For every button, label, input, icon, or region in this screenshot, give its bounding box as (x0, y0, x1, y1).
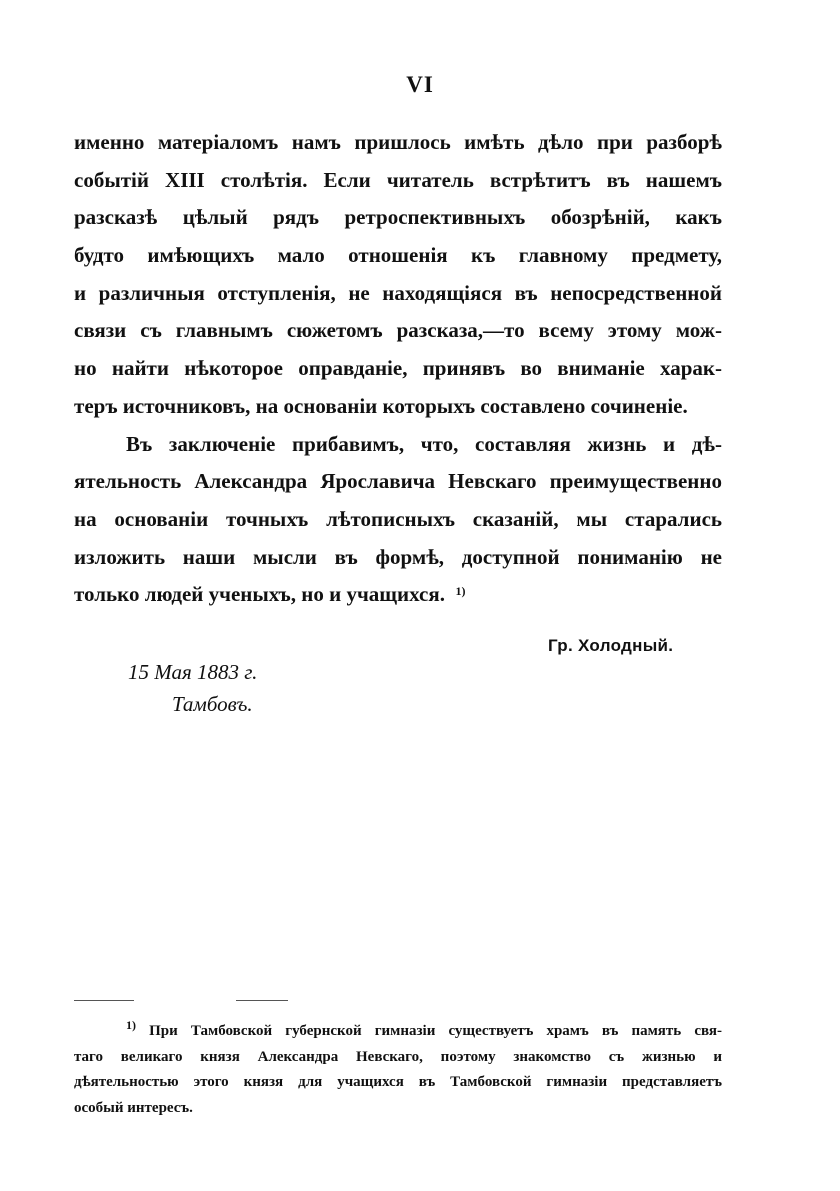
place-line: Тамбовъ. (172, 692, 253, 716)
footnote (74, 1019, 722, 1121)
footnote-line-text: При Тамбовской губернской гимназіи существуетъ храмъ въ память свя- (149, 1023, 722, 1039)
body-line: разсказѣ цѣлый рядъ ретроспективныхъ обозрѣній, какъ (74, 205, 722, 230)
body-line: на основаніи точныхъ лѣтописныхъ сказаній, мы старались (74, 506, 722, 531)
footnote-line: таго великаго князя Александра Невскаго, поэтому знакомство съ жизнью и (74, 1048, 722, 1065)
author-signature: Гр. Холодный. (548, 636, 674, 655)
footnote-divider (74, 1000, 294, 1002)
page-number: VI (406, 72, 434, 97)
body-line-final (74, 576, 722, 614)
footnote-line: дѣятельностью этого князя для учащихся въ Тамбовской гимназіи представляетъ (74, 1074, 722, 1090)
body-line: ятельность Александра Ярославича Невскаго преимущественно (74, 469, 722, 494)
footnote-reference: 1) (455, 584, 466, 599)
divider-segment (74, 1000, 134, 1001)
body-line: изложить наши мысли въ формѣ, доступной пониманію не (74, 544, 722, 569)
footnote-marker: 1) (126, 1018, 136, 1032)
body-line: но найти нѣкоторое оправданіе, принявъ во вниманіе харак- (74, 356, 722, 381)
body-line-text: только людей ученыхъ, но и учащихся. (74, 582, 445, 607)
footnote-line: особый интересъ. (74, 1099, 193, 1116)
body-line: связи съ главнымъ сюжетомъ разсказа,—то всему этому мож- (74, 318, 722, 343)
body-line: и различныя отступленія, не находящіяся въ непосредственной (74, 280, 722, 305)
divider-segment (236, 1000, 288, 1001)
body-line: теръ источниковъ, на основаніи которыхъ составлено сочиненіе. (74, 393, 688, 418)
body-line: будто имѣющихъ мало отношенія къ главному предмету, (74, 243, 722, 268)
footnote-line (74, 1019, 722, 1045)
body-line: именно матеріаломъ намъ пришлось имѣть дѣло при разборѣ (74, 130, 722, 154)
body-line: Въ заключеніе прибавимъ, что, составляя жизнь и дѣ- (126, 431, 722, 456)
body-line: событій XIII столѣтія. Если читатель встрѣтитъ въ нашемъ (74, 167, 722, 192)
date-line: 15 Мая 1883 г. (128, 660, 258, 684)
body-text (74, 124, 722, 614)
